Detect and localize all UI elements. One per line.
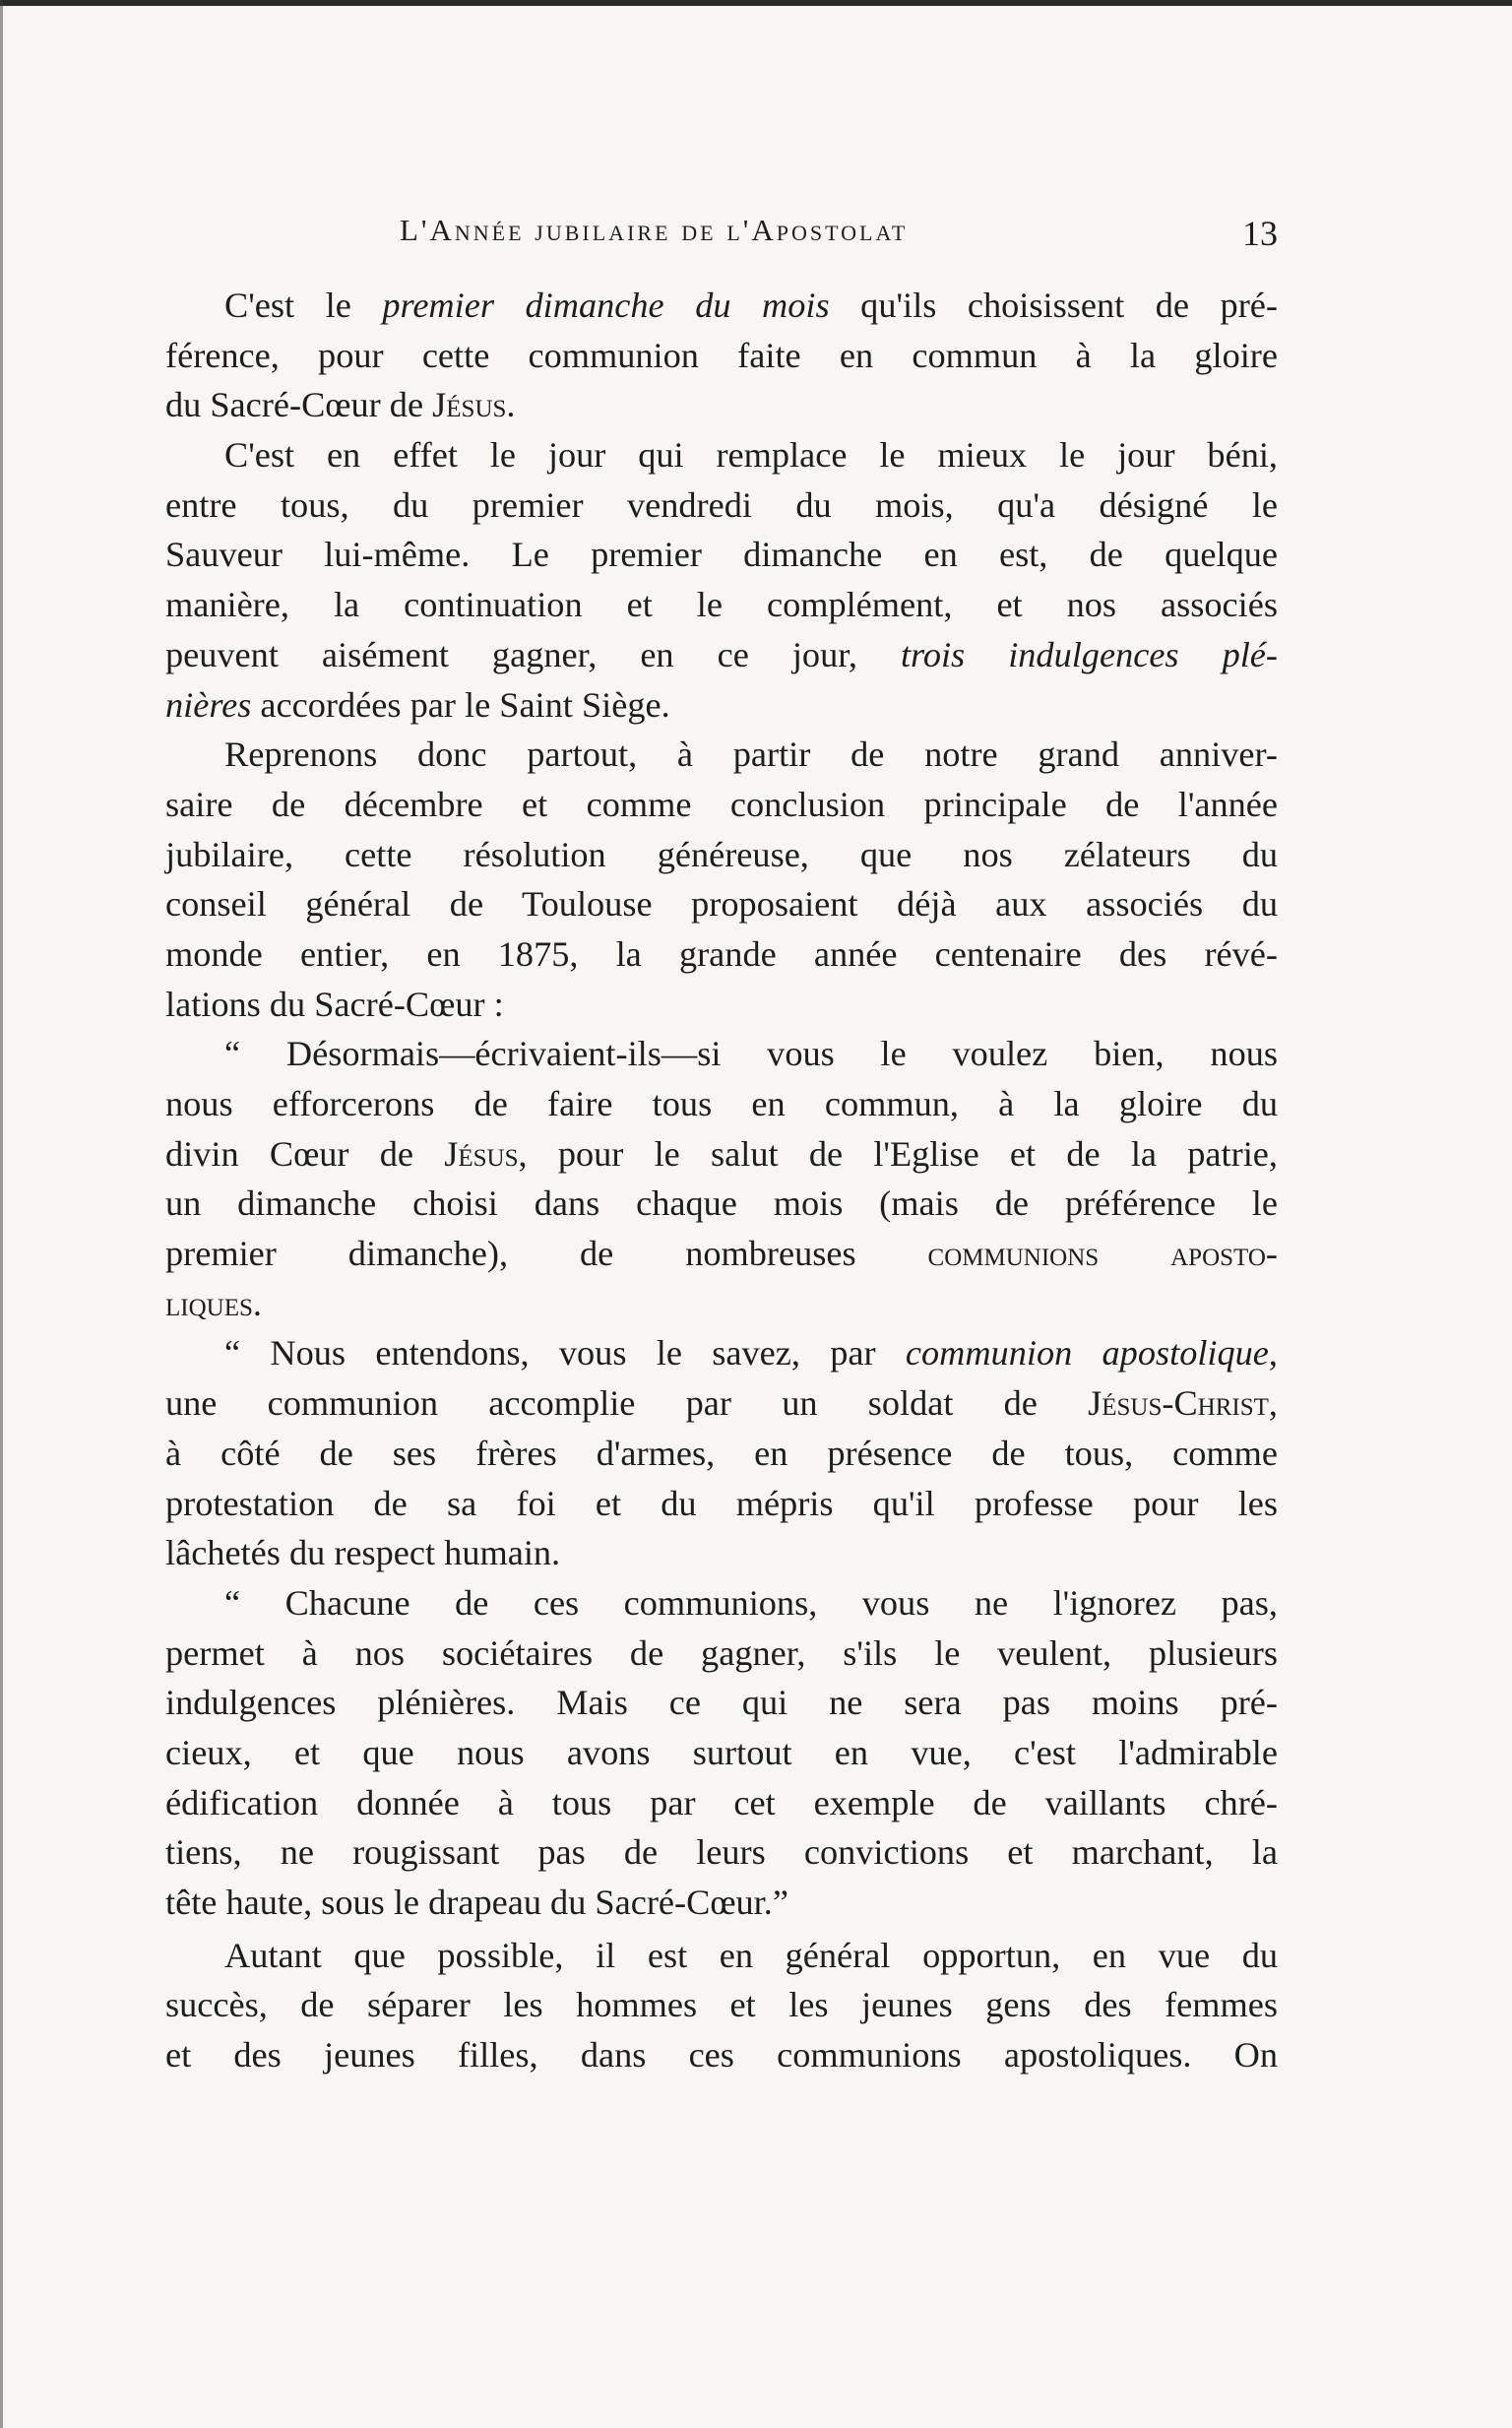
text-line: tête haute, sous le drapeau du Sacré-Cœur.” <box>165 1883 788 1922</box>
text-line <box>165 1378 1278 1429</box>
text-run: peuvent aisément gagner, en ce jour, <box>165 634 901 674</box>
left-page-edge <box>0 0 3 2428</box>
text-line <box>165 281 1278 331</box>
text-line: jubilaire, cette résolution généreuse, que nos zélateurs du <box>165 834 1278 874</box>
text-line: permet à nos sociétaires de gagner, s'ils le veulent, plusieurs <box>165 1632 1278 1673</box>
small-caps-run: Jésus <box>444 1133 519 1174</box>
text-line: “ Désormais—écrivaient-ils—si vous le voulez bien, nous <box>224 1034 1278 1074</box>
running-title: L'Année jubilaire de l'Apostolat <box>400 213 909 247</box>
text-run: accordées par le Saint Siège. <box>251 684 670 725</box>
paragraph-2 <box>165 430 1278 730</box>
text-line: monde entier, en 1875, la grande année centenaire des révé- <box>165 933 1278 974</box>
text-run: premier dimanche), de nombreuses <box>165 1234 928 1274</box>
text-line: nous efforcerons de faire tous en commun, à la gloire du <box>165 1084 1278 1123</box>
italic-run: trois indulgences plé- <box>900 634 1279 674</box>
text-run: “ Nous entendons, vous le savez, par <box>224 1333 906 1374</box>
text-run: , <box>1268 1383 1278 1424</box>
paragraph-3 <box>165 730 1278 1029</box>
text-line: manière, la continuation et le complément, et nos associés <box>165 585 1278 625</box>
text-line <box>165 680 1278 731</box>
small-caps-run: communions aposto- <box>927 1234 1278 1274</box>
paragraph-4 <box>165 1029 1278 1328</box>
page-number: 13 <box>1242 214 1278 253</box>
italic-run: communion apostolique <box>905 1333 1269 1374</box>
text-line: et des jeunes filles, dans ces communions apostoliques. On <box>165 2035 1278 2076</box>
text-line: lations du Sacré-Cœur : <box>165 984 504 1024</box>
text-line: succès, de séparer les hommes et les jeunes gens des femmes <box>165 1985 1278 2025</box>
paragraph-1 <box>165 281 1278 430</box>
text-line: Autant que possible, il est en général opportun, en vue du <box>224 1935 1278 1975</box>
text-run: . <box>506 385 516 425</box>
text-line: Sauveur lui-même. Le premier dimanche en est, de quelque <box>165 535 1278 575</box>
text-run: divin Cœur de <box>165 1133 445 1174</box>
text-run: une communion accomplie par un soldat de <box>165 1383 1089 1424</box>
text-line: indulgences plénières. Mais ce qui ne sera pas moins pré- <box>165 1683 1278 1723</box>
text-run: , pour le salut de l'Eglise et de la patrie, <box>518 1133 1278 1174</box>
text-line: Reprenons donc partout, à partir de notre grand anniver- <box>224 735 1278 775</box>
small-caps-run: Jésus <box>432 385 507 425</box>
running-head <box>165 209 1278 268</box>
text-line: saire de décembre et comme conclusion principale de l'année <box>165 784 1278 824</box>
text-line: liques. <box>165 1283 262 1323</box>
text-line: conseil général de Toulouse proposaient déjà aux associés du <box>165 884 1278 925</box>
text-run: C'est le <box>224 286 383 325</box>
text-line: protestation de sa foi et du mépris qu'il professe pour les <box>165 1483 1278 1523</box>
italic-run: nières <box>165 684 252 725</box>
text-line: un dimanche choisi dans chaque mois (mais de préférence le <box>165 1183 1278 1224</box>
small-caps-run: Jésus-Christ <box>1088 1383 1269 1424</box>
text-line: C'est en effet le jour qui remplace le mieux le jour béni, <box>224 435 1278 476</box>
paragraph-6 <box>165 1578 1278 1928</box>
text-line: entre tous, du premier vendredi du mois, qu'a désigné le <box>165 484 1278 525</box>
text-run: du Sacré-Cœur de <box>165 385 433 425</box>
text-run: , <box>1268 1333 1278 1374</box>
text-line: lâchetés du respect humain. <box>165 1533 561 1573</box>
text-line: cieux, et que nous avons surtout en vue, c'est l'admirable <box>165 1732 1278 1772</box>
paragraph-7 <box>165 1931 1278 2080</box>
text-line: à côté de ses frères d'armes, en présence de tous, comme <box>165 1433 1278 1473</box>
text-line: édification donnée à tous par cet exemple de vaillants chré- <box>165 1782 1278 1822</box>
text-line: férence, pour cette communion faite en commun à la gloire <box>165 335 1278 375</box>
text-line <box>165 1129 1278 1180</box>
text-run: qu'ils choisissent de pré- <box>829 286 1278 325</box>
text-line <box>165 1229 1278 1279</box>
page-text <box>165 281 1278 2080</box>
text-line <box>165 1328 1278 1378</box>
text-line: tiens, ne rougissant pas de leurs convictions et marchant, la <box>165 1832 1278 1873</box>
italic-run: premier dimanche du mois <box>382 286 830 325</box>
text-line <box>165 380 1278 430</box>
paragraph-5 <box>165 1328 1278 1577</box>
text-line: “ Chacune de ces communions, vous ne l'ignorez pas, <box>224 1582 1278 1623</box>
top-page-rule <box>0 0 1512 6</box>
text-line <box>165 630 1278 680</box>
